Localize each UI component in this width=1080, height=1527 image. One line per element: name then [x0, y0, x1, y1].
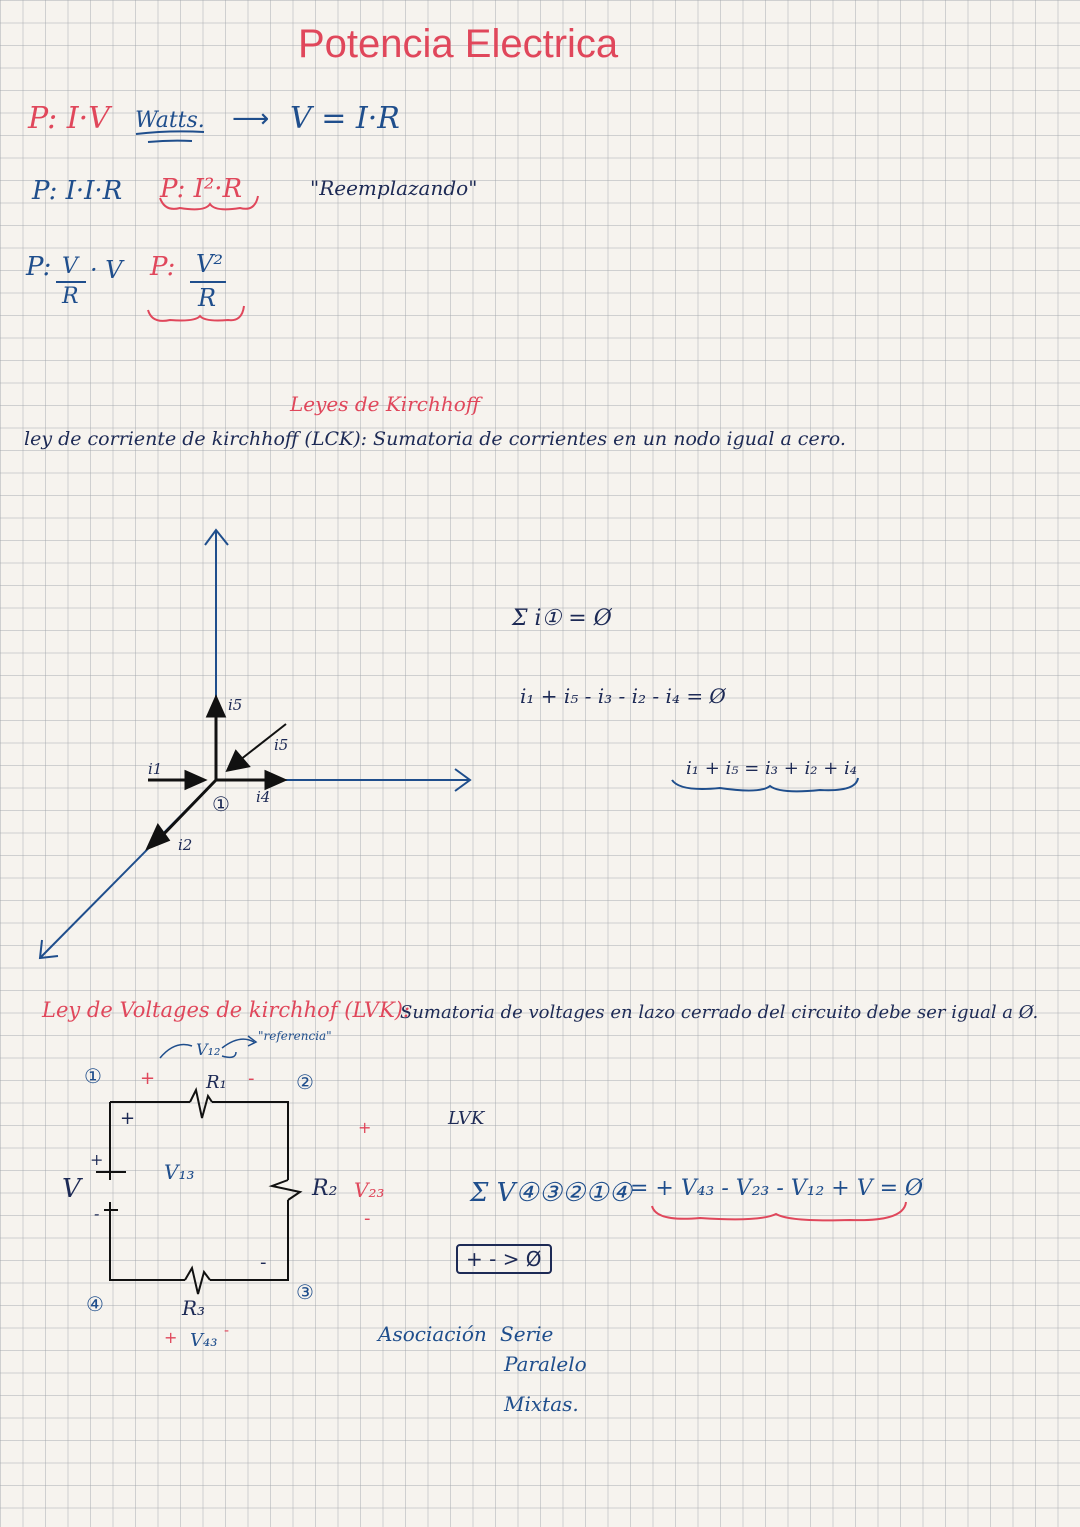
- kirchhoff-heading: Leyes de Kirchhoff: [290, 392, 480, 416]
- arrow-right-icon: ⟶: [232, 104, 270, 134]
- voltage-label-v23: V₂₃: [354, 1178, 385, 1202]
- watts-underline: [136, 131, 204, 142]
- power-formula-iv: P: I·V: [28, 101, 110, 136]
- node-axes: [40, 530, 470, 958]
- r2-plus-sign: +: [358, 1118, 372, 1137]
- association-type-serie: Serie: [500, 1322, 554, 1346]
- asociacion-label: Asociación: [378, 1322, 487, 1346]
- r3-minus-sign: -: [260, 1252, 267, 1273]
- current-label-i5-up: i5: [228, 696, 243, 714]
- v13-plus-sign: +: [120, 1108, 136, 1129]
- i2r-bracket: [160, 196, 258, 209]
- circuit-node-3: ③: [296, 1280, 314, 1304]
- current-label-i1: i1: [148, 760, 163, 778]
- v12-reference-arrows: [160, 1036, 256, 1058]
- power-formula-v2r-den: R: [198, 284, 217, 312]
- replacement-note: "Reemplazando": [310, 176, 478, 200]
- association-type-mixtas: Mixtas.: [504, 1392, 579, 1416]
- lvk-eq-bracket: [652, 1202, 906, 1220]
- voltage-label-v13: V₁₃: [164, 1160, 195, 1184]
- current-label-i2: i2: [178, 836, 193, 854]
- association-type-paralelo: Paralelo: [504, 1352, 587, 1376]
- power-unit-watts: Watts.: [135, 108, 205, 133]
- lvk-label: LVK: [448, 1108, 485, 1129]
- lck-equation-rearranged: i₁ + i₅ = i₃ + i₂ + i₄: [686, 758, 857, 779]
- current-label-i4: i4: [256, 788, 271, 806]
- lvk-definition: Sumatoria de voltages en lazo cerrado del circuito debe ser igual a Ø.: [400, 1002, 1039, 1023]
- r1-plus-sign: +: [140, 1068, 156, 1089]
- lvk-sum-lhs: Σ V④③②①④: [470, 1178, 632, 1208]
- node-label-1: ①: [212, 792, 230, 816]
- lck-sum-equation: Σ i① = Ø: [512, 606, 612, 631]
- sign-convention-box: + - > Ø: [456, 1244, 552, 1274]
- power-formula-vvr-num: V: [62, 254, 78, 279]
- ohm-law-formula: V = I·R: [290, 101, 400, 136]
- lck-equation-expanded: i₁ + i₅ - i₃ - i₂ - i₄ = Ø: [520, 684, 726, 708]
- lvk-sum-rhs: = + V₄₃ - V₂₃ - V₁₂ + V = Ø: [630, 1176, 924, 1201]
- power-formula-vvr-den: R: [62, 284, 79, 309]
- source-label-v: V: [62, 1174, 81, 1204]
- power-formula-vvr-mult: · V: [90, 256, 123, 284]
- r1-minus-sign: -: [248, 1068, 255, 1089]
- resistor-label-r2: R₂: [312, 1176, 338, 1201]
- r2-minus-sign: -: [364, 1208, 371, 1229]
- page-title: Potencia Electrica: [298, 22, 619, 66]
- circuit-node-4: ④: [86, 1292, 104, 1316]
- circuit-node-1: ①: [84, 1064, 102, 1088]
- power-formula-iir: P: I·I·R: [32, 176, 123, 206]
- lvk-heading: Ley de Voltages de kirchhof (LVK):: [42, 998, 411, 1022]
- v43-minus-sign: -: [224, 1323, 230, 1339]
- circuit-wires: [96, 1090, 300, 1294]
- voltage-label-v43: V₄₃: [190, 1330, 218, 1351]
- current-label-i5-diag: i5: [274, 736, 289, 754]
- reference-note: "referencia": [258, 1029, 332, 1043]
- circuit-node-2: ②: [296, 1070, 314, 1094]
- current-arrows: [148, 698, 289, 848]
- lck-definition: ley de corriente de kirchhoff (LCK): Sumatoria de corrientes en un nodo igual a cero.: [24, 428, 846, 450]
- resistor-label-r1: R₁: [206, 1072, 227, 1093]
- power-formula-v2r-lhs: P:: [150, 252, 176, 282]
- power-formula-i2r: P: I²·R: [160, 174, 243, 204]
- source-minus-sign: -: [94, 1204, 100, 1223]
- lck-eq-bracket: [672, 778, 858, 791]
- source-plus-sign: +: [90, 1150, 104, 1169]
- v2r-bracket: [148, 306, 244, 321]
- power-formula-vvr-lhs: P:: [26, 252, 52, 282]
- resistor-label-r3: R₃: [182, 1296, 206, 1320]
- power-formula-v2r-num: V²: [196, 250, 223, 278]
- voltage-label-v12: V₁₂: [196, 1040, 221, 1059]
- v43-plus-sign: +: [164, 1328, 178, 1347]
